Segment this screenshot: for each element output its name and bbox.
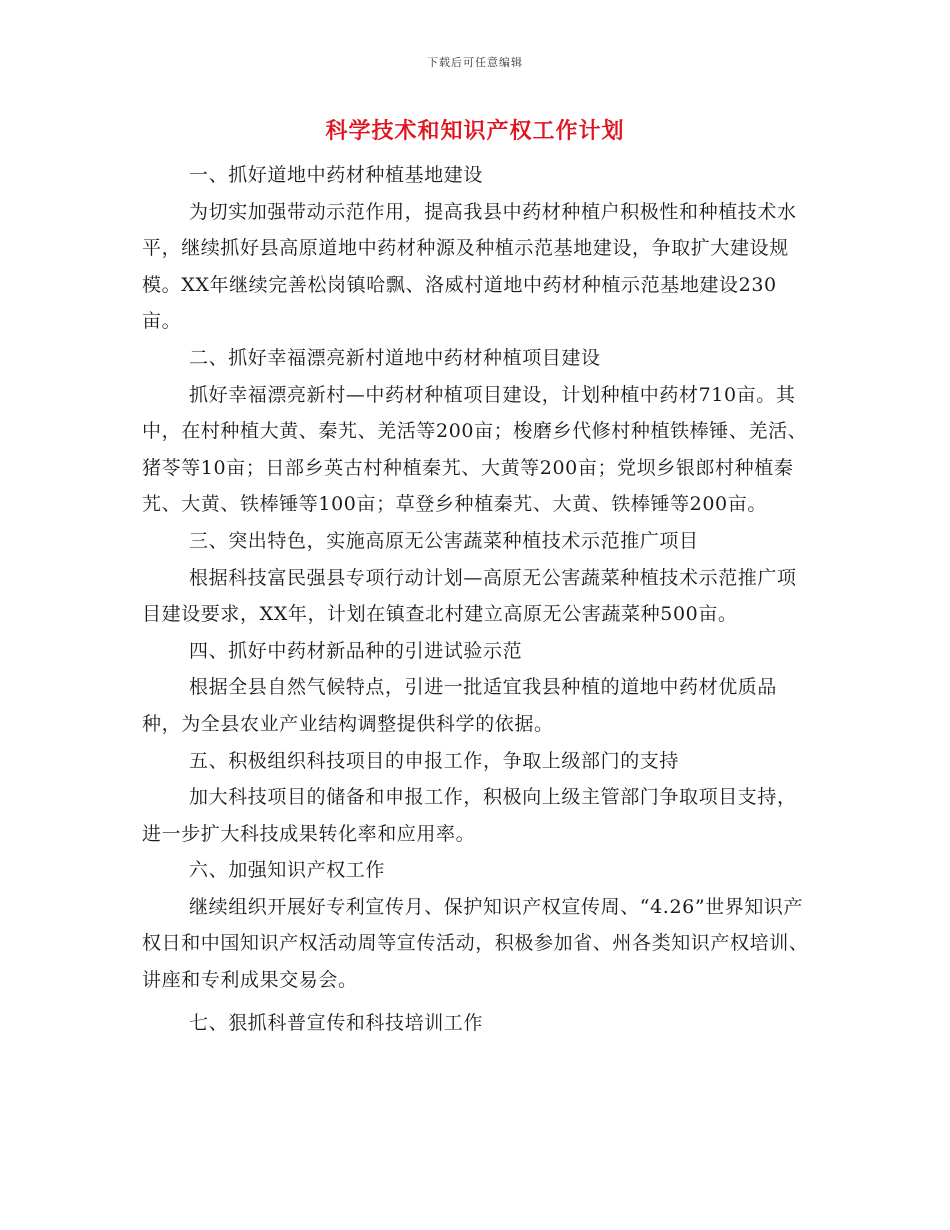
section-paragraph-3: 根据科技富民强县专项行动计划—高原无公害蔬菜种植技术示范推广项目建设要求，XX年，计划在镇查北村建立高原无公害蔬菜种500亩。 (142, 566, 797, 626)
section-heading-4: 四、抓好中药材新品种的引进试验示范 (189, 639, 523, 662)
section-heading-7: 七、狠抓科普宣传和科技培训工作 (189, 1011, 484, 1034)
page-header-note: 下载后可任意编辑 (427, 56, 523, 69)
document-title: 科学技术和知识产权工作计划 (325, 118, 625, 144)
section-paragraph-2: 抓好幸福漂亮新村—中药材种植项目建设，计划种植中药材710亩。其中，在村种植大黄、秦艽、羌活等200亩；梭磨乡代修村种植铁棒锤、羌活、猪苓等10亩；日部乡英古村种植秦艽、大黄等200亩；党坝乡银郎村种植秦艽、大黄、铁棒锤等100亩；草登乡种植秦艽、大黄、铁棒锤等200亩。 (142, 383, 808, 516)
section-paragraph-6: 继续组织开展好专利宣传月、保护知识产权宣传周、“4.26”世界知识产权日和中国知识产权活动周等宣传活动，积极参加省、州各类知识产权培训、讲座和专利成果交易会。 (142, 895, 809, 992)
section-heading-5: 五、积极组织科技项目的申报工作，争取上级部门的支持 (189, 749, 680, 772)
section-paragraph-4: 根据全县自然气候特点，引进一批适宜我县种植的道地中药材优质品种，为全县农业产业结构调整提供科学的依据。 (142, 676, 778, 735)
section-heading-2: 二、抓好幸福漂亮新村道地中药材种植项目建设 (189, 346, 601, 369)
section-heading-6: 六、加强知识产权工作 (189, 859, 386, 882)
document-body (142, 157, 810, 1041)
section-paragraph-1: 为切实加强带动示范作用，提高我县中药材种植户积极性和种植技术水平，继续抓好县高原道地中药材种源及种植示范基地建设，争取扩大建设规模。XX年继续完善松岗镇哈飘、洛威村道地中药材种植示范基地建设230亩。 (142, 200, 797, 333)
section-heading-1: 一、抓好道地中药材种植基地建设 (189, 164, 484, 186)
section-heading-3: 三、突出特色，实施高原无公害蔬菜种植技术示范推广项目 (189, 529, 699, 552)
section-paragraph-5: 加大科技项目的储备和申报工作，积极向上级主管部门争取项目支持，进一步扩大科技成果转化率和应用率。 (142, 786, 797, 845)
